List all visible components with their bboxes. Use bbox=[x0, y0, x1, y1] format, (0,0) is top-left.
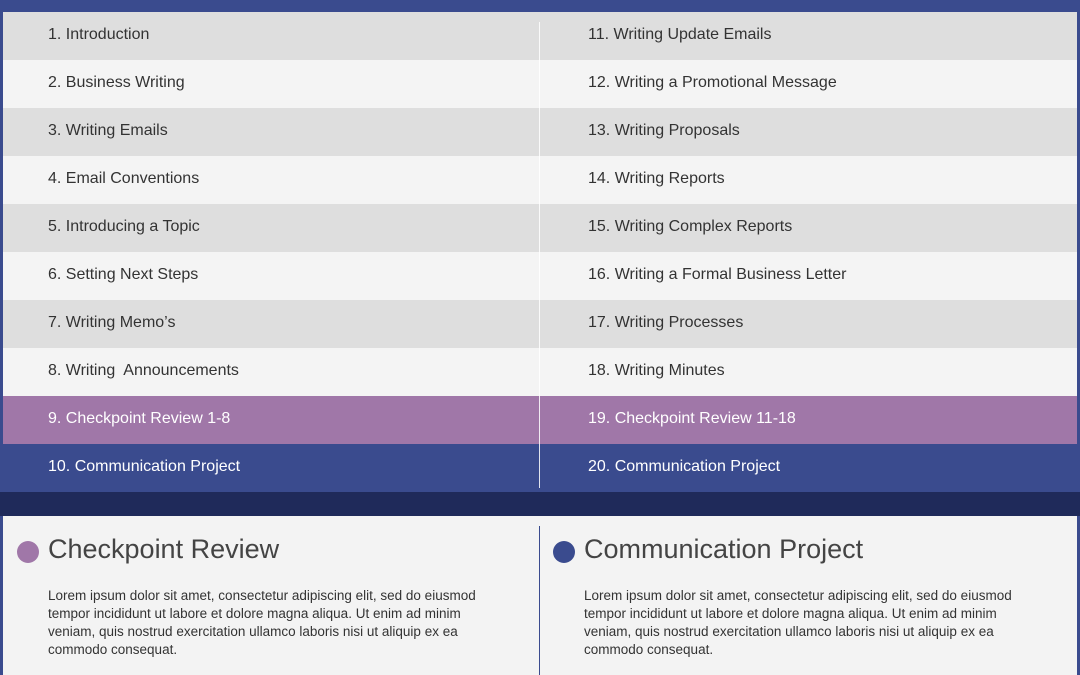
table-row bbox=[3, 156, 1077, 204]
legend-description: Lorem ipsum dolor sit amet, consectetur adipiscing elit, sed do eiusmod tempor incididunt ut labore et dolore magna aliqua. Ut enim ad minim veniam, quis nostrud exercitation ullamco laboris nisi ut aliquip ex ea commodo consequat. bbox=[48, 588, 476, 657]
lesson-item: 3. Writing Emails bbox=[48, 122, 168, 139]
legend-checkpoint bbox=[17, 516, 497, 675]
legend-project bbox=[553, 516, 1033, 675]
lesson-item: 15. Writing Complex Reports bbox=[588, 218, 793, 235]
lesson-item: 5. Introducing a Topic bbox=[48, 218, 200, 235]
project-item: 20. Communication Project bbox=[588, 458, 781, 475]
checkpoint-dot-icon bbox=[17, 541, 39, 563]
table-row bbox=[3, 300, 1077, 348]
lesson-item: 16. Writing a Formal Business Letter bbox=[588, 266, 847, 283]
lesson-item: 12. Writing a Promotional Message bbox=[588, 74, 837, 91]
legend-panel bbox=[3, 516, 1077, 675]
legend-title: Checkpoint Review bbox=[48, 534, 280, 564]
lesson-item: 1. Introduction bbox=[48, 26, 150, 43]
table-row bbox=[3, 252, 1077, 300]
checkpoint-item: 19. Checkpoint Review 11-18 bbox=[588, 410, 796, 427]
lesson-item: 4. Email Conventions bbox=[48, 170, 200, 187]
lesson-item: 14. Writing Reports bbox=[588, 170, 725, 187]
separator-band bbox=[0, 492, 1080, 516]
table-row bbox=[3, 348, 1077, 396]
project-dot-icon bbox=[553, 541, 575, 563]
table-row bbox=[3, 108, 1077, 156]
table-row-project bbox=[3, 444, 1077, 492]
lesson-item: 8. Writing Announcements bbox=[48, 362, 239, 379]
lesson-item: 2. Business Writing bbox=[48, 74, 185, 91]
table-row bbox=[3, 60, 1077, 108]
checkpoint-item: 9. Checkpoint Review 1-8 bbox=[48, 410, 231, 427]
legend-divider bbox=[539, 526, 540, 675]
project-item: 10. Communication Project bbox=[48, 458, 241, 475]
table-row-checkpoint bbox=[3, 396, 1077, 444]
lesson-item: 11. Writing Update Emails bbox=[588, 26, 772, 43]
lesson-item: 13. Writing Proposals bbox=[588, 122, 740, 139]
course-outline-table bbox=[3, 12, 1077, 492]
table-row bbox=[3, 12, 1077, 60]
lesson-item: 17. Writing Processes bbox=[588, 314, 744, 331]
table-row bbox=[3, 204, 1077, 252]
legend-title: Communication Project bbox=[584, 534, 864, 564]
lesson-item: 7. Writing Memo’s bbox=[48, 314, 176, 331]
lesson-item: 6. Setting Next Steps bbox=[48, 266, 199, 283]
column-divider bbox=[539, 22, 540, 488]
lesson-item: 18. Writing Minutes bbox=[588, 362, 725, 379]
legend-description: Lorem ipsum dolor sit amet, consectetur adipiscing elit, sed do eiusmod tempor incididunt ut labore et dolore magna aliqua. Ut enim ad minim veniam, quis nostrud exercitation ullamco laboris nisi ut aliquip ex ea commodo consequat. bbox=[584, 588, 1012, 657]
